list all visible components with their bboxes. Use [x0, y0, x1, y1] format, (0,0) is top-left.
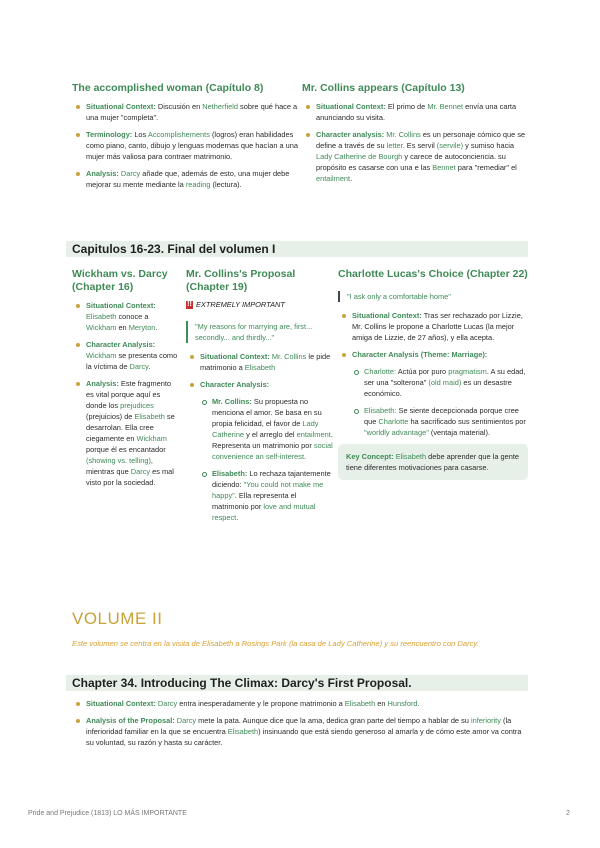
list-item: Situational Context: El primo de Mr. Bennet envía una carta anunciando su visita.	[316, 101, 528, 123]
section-accomplished-woman	[72, 82, 298, 196]
footer-title: Pride and Prejudice (1813) LO MÁS IMPORTANTE	[28, 810, 187, 817]
section-collins-proposal	[186, 268, 334, 529]
volume-title: VOLUME II	[72, 609, 163, 628]
bullet-list	[72, 300, 180, 488]
section-title: Mr. Collins appears (Capítulo 13)	[302, 82, 465, 94]
quote: "My reasons for marrying are, first... secondly... and thirdly..."	[186, 321, 334, 343]
quote: "I ask only a comfortable home"	[338, 291, 528, 302]
section-wickham-vs-darcy	[72, 268, 180, 494]
list-item: Situational Context: Darcy entra inesperadamente y le propone matrimonio a Elisabeth en Hunsford.	[86, 698, 528, 709]
bullet-list	[338, 310, 528, 438]
important-label: !! EXTREMELY IMPORTANT	[187, 300, 285, 309]
list-item: Character Analysis: Wickham se presenta como la víctima de Darcy.	[86, 339, 180, 372]
list-item: Situational Context: Mr. Collins le pide matrimonio a Elisabeth	[200, 351, 334, 373]
bullet-list	[302, 101, 528, 184]
list-item: Character Analysis (Theme: Marriage): Charlotte: Actúa por puro pragmatism. A su edad, ser una "solterona" (old maid) es un desastre económico. Elisabeth: Se siente decepcionada porque cree que Charlotte ha sacrificado sus sentimientos por "worldly advantage" (ventaja material).	[352, 349, 528, 438]
list-item: Situational Context: Tras ser rechazado por Lizzie, Mr. Collins le propone a Charlotte Lucas (la mejor amiga de Lizzie, de 27 años), y ella acepta.	[352, 310, 528, 343]
section-mr-collins-appears	[302, 82, 528, 190]
section-title: Mr. Collins's Proposal (Chapter 19)	[186, 268, 296, 293]
bullet-list	[72, 101, 298, 190]
list-item: Situational Context: Elisabeth conoce a Wickham en Meryton.	[86, 300, 180, 333]
list-item: Character Analysis: Mr. Collins: Su propuesta no menciona el amor. Se basa en su propia felicidad, el favor de Lady Catherine y el arreglo del entailment. Representa un matrimonio por social convenience an self-interest. Elisabeth: Lo rechaza tajantemente diciendo: "You could not make me happy". Ella representa el matrimonio por love and mutual respect.	[200, 380, 333, 522]
list-item: Situational Context: Discusión en Netherfield sobre qué hace a una mujer "completa".	[86, 102, 298, 122]
sub-list	[200, 396, 334, 523]
section-heading-bar: Chapter 34. Introducing The Climax: Darcy's First Proposal.	[66, 675, 528, 691]
section-heading-bar: Capitulos 16-23. Final del volumen I	[66, 241, 528, 257]
section-title: Wickham vs. Darcy (Chapter 16)	[72, 268, 168, 293]
bullet-list	[72, 698, 528, 748]
list-item: Analysis: Este fragmento es vital porque aquí es donde los prejudices (prejuicios) de Elisabeth se desarrolan. Ella cree ciegamente en Wickham porque él es encantador (showing vs. telling), mientras que Darcy es mal visto por la sociedad.	[86, 378, 180, 488]
section-charlotte-choice	[338, 268, 528, 480]
list-item: Charlotte: Actúa por puro pragmatism. A su edad, ser una "solterona" (old maid) es un desastre económico.	[364, 366, 528, 399]
list-item: Character analysis: Mr. Collins es un personaje cómico que se define a través de su letter. Es servil (servile) y sumiso hacia Lady Catherine de Bourgh y carece de autoconciencia. su propósito es casarse con una e las Bennet para "remediar" el entailment.	[316, 129, 528, 184]
volume-subtitle: Este volumen se centra en la visita de Elisabeth a Rosings Park (la casa de Lady Catherine) y su reencuentro con Darcy.	[72, 639, 479, 648]
exclamation-icon: !!	[187, 300, 192, 308]
list-item: Terminology: Los Accomplishements (logros) eran habilidades como piano, canto, dibujo y lenguas modernas que hacían a una mujer más valiosa para contraer matrimonio.	[86, 130, 299, 161]
section-title: The accomplished woman (Capítulo 8)	[72, 82, 264, 94]
list-item: Analysis: Darcy añade que, además de esto, una mujer debe mejorar su mente mediante la reading (lectura).	[86, 168, 298, 190]
list-item: Elisabeth: Se siente decepcionada porque cree que Charlotte ha sacrificado sus sentimientos por "worldly advantage" (ventaja material).	[364, 405, 528, 438]
sub-list	[352, 366, 528, 438]
bullet-list	[186, 351, 334, 523]
key-concept-box: Key Concept: Elisabeth debe aprender que la gente tiene diferentes motivaciones para casarse.	[338, 444, 528, 480]
section-title: Charlotte Lucas's Choice (Chapter 22)	[338, 268, 528, 280]
page-number: 2	[566, 810, 570, 817]
list-item: Analysis of the Proposal: Darcy mete la pata. Aunque dice que la ama, dedica gran parte del tiempo a hablar de su inferiority (la inferioridad familiar en la que se encuentra Elisabeth) insinuando que está siendo generoso al amarla y de cómo este amor va contra su voluntad, su razón y hasta su carácter.	[86, 715, 528, 748]
section-chapter-34	[72, 698, 528, 754]
list-item: Mr. Collins: Su propuesta no menciona el amor. Se basa en su propia felicidad, el favor de Lady Catherine y el arreglo del entailment. Representa un matrimonio por social convenience an self-interest.	[212, 397, 333, 461]
list-item: Elisabeth: Lo rechaza tajantemente diciendo: "You could not make me happy". Ella representa el matrimonio por love and mutual respect.	[212, 468, 334, 523]
